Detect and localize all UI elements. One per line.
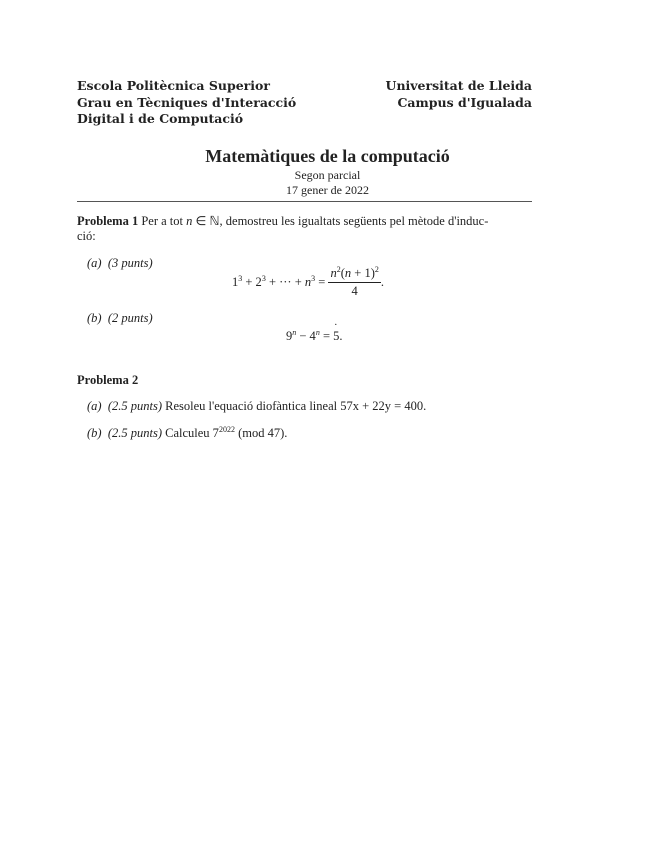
problem2a [87,399,426,414]
school-header [77,78,296,128]
title-divider [77,201,532,202]
problem1-text-b: ∈ ℕ, demostreu les igualtats següents pel mètode d'induc- [195,214,489,228]
problem2-title: Problema 2 [77,373,139,387]
points-label: (2.5 punts) [107,399,162,413]
school-line-1: Escola Politècnica Superior [77,78,270,93]
university-header [386,78,532,111]
item-label: (a) [87,256,102,270]
item-label: (a) [87,399,102,413]
problem2-label [77,373,138,388]
problem2b-text-end: (mod 47). [234,426,288,440]
exam-date: 17 gener de 2022 [286,183,369,197]
problem1b-header [87,311,153,326]
problem1-text-a: Per a tot [141,214,184,228]
exponent: 2022 [218,425,235,434]
points-label: (2.5 punts) [107,426,162,440]
item-label: (b) [87,426,102,440]
item-label: (b) [87,311,102,325]
page-title: Matemàtiques de la computació [205,146,450,166]
exam-subtitle: Segon parcial [294,168,361,182]
school-line-3: Digital i de Computació [77,111,244,126]
var-n: n [186,214,193,228]
points-label: (2 punts) [107,311,153,325]
problem2b [87,426,287,441]
university-line-2: Campus d'Igualada [397,94,532,110]
university-line-1: Universitat de Lleida [385,78,532,93]
problem1a-header [87,256,153,271]
points-label: (3 punts) [107,256,153,270]
problem2a-text: Resoleu l'equació diofàntica lineal 57x + 22y = 400. [165,399,427,413]
formula-sum-cubes: $1^3 + 2^3$ + ··· + $n^3$ = $\frac{n^2(n + 1)^2}{4}$ . [232,265,384,298]
school-line-2: Grau en Tècniques d'Interacció [77,94,297,110]
formula-divisibility: $9^n - 4^n$ = · 5. [286,329,343,344]
problem1-statement [77,213,488,229]
problem2b-text: Calculeu 7 [165,426,219,440]
problem1-label: Problema 1 [77,214,139,228]
problem1-statement-line2: ció: [77,229,96,243]
